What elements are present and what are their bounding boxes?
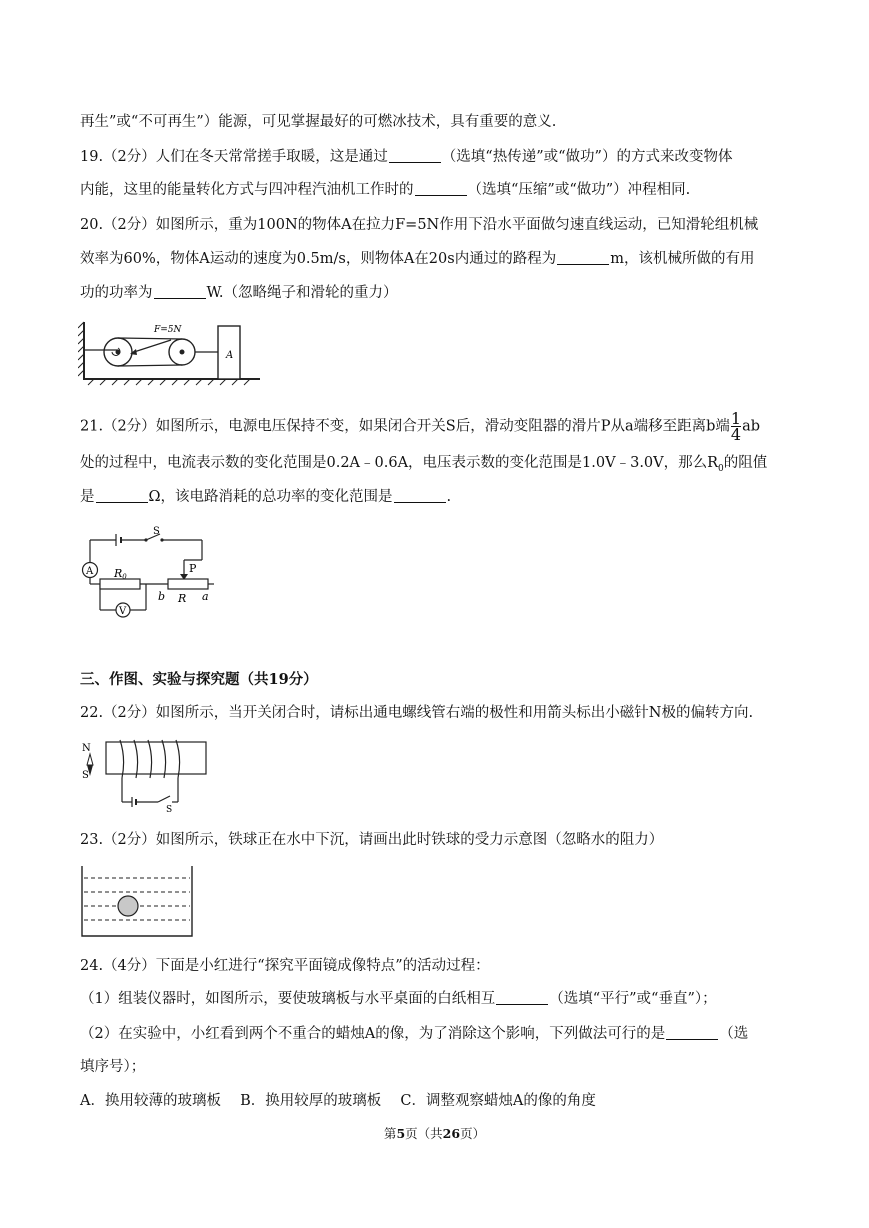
page-footer [0, 1124, 869, 1142]
q19-text-2a: 内能，这里的能量转化方式与四冲程汽油机工作时的 [80, 182, 414, 198]
q21-line3 [80, 486, 451, 508]
q21-text-2a: 处的过程中，电流表示数的变化范围是0.2A﹣0.6A，电压表示数的变化范围是1.0V﹣3.0V，那么R [80, 455, 719, 471]
block-a-label: A [226, 350, 234, 361]
force-label: F=5N [154, 325, 182, 335]
q20-line1: 20.（2分）如图所示，重为100N的物体A在拉力F=5N作用下沿水平面做匀速直线运动，已知滑轮组机械 [80, 217, 759, 233]
footer-middle: 页（共 [405, 1126, 443, 1141]
q19-line1 [80, 146, 732, 168]
ammeter-label: A [86, 566, 94, 577]
fraction-numerator: 1 [730, 409, 742, 428]
q20-text-3a: 功的功率为 [80, 285, 153, 301]
q21-text-1b: ab [742, 418, 761, 435]
right-pulley-axle [180, 350, 185, 355]
q20-line2 [80, 248, 754, 270]
terminal-b-label: b [158, 590, 166, 603]
q20-blank-1[interactable] [557, 249, 609, 265]
q19-text-2b: （选填“压缩”或“做功”）冲程相同. [467, 182, 691, 198]
q22-text: 22.（2分）如图所示，当开关闭合时，请标出通电螺线管右端的极性和用箭头标出小磁针N极的偏转方向. [80, 705, 754, 721]
q24-line2 [80, 988, 717, 1010]
q24-text-3b: （选 [719, 1026, 749, 1042]
solenoid-core [106, 742, 206, 774]
terminal-a-label: a [202, 590, 209, 603]
water-lines [84, 878, 190, 920]
resistor-r0 [100, 579, 140, 589]
q20-line3 [80, 282, 397, 304]
q18-tail: 再生”或“不可再生”）能源，可见掌握最好的可燃冰技术，具有重要的意义. [80, 114, 557, 130]
rheostat-label: R [178, 592, 187, 605]
fraction-denominator: 4 [730, 425, 742, 444]
q19-blank-1[interactable] [389, 147, 441, 163]
fraction-one-quarter [731, 411, 741, 442]
q21-line1 [80, 411, 760, 442]
q24-options: A．换用较薄的玻璃板 B．换用较厚的玻璃板 C．调整观察蜡烛A的像的角度 [80, 1093, 596, 1109]
slider-label: P [189, 562, 197, 575]
compass-n-label: N [82, 743, 91, 754]
footer-page-number: 5 [396, 1126, 406, 1141]
r0-label: R0 [114, 567, 127, 581]
switch-label: S [153, 526, 160, 537]
compass-s-label: S [82, 770, 89, 781]
switch-label: S [166, 805, 173, 814]
q20-text-2b: m，该机械所做的有用 [610, 251, 755, 267]
q19-text-1b: （选填“热传递”或“做功”）的方式来改变物体 [441, 149, 733, 165]
q24-text-2a: （1）组装仪器时，如图所示，要使玻璃板与水平桌面的白纸相互 [80, 991, 496, 1007]
section-3-heading: 三、作图、实验与探究题（共19分） [80, 671, 318, 688]
iron-ball [118, 896, 138, 916]
q22-solenoid-figure [80, 738, 210, 814]
q21-line2 [80, 452, 767, 480]
q21-blank-2[interactable] [394, 487, 446, 503]
rope-top [118, 338, 182, 339]
q20-blank-2[interactable] [154, 283, 206, 299]
q24-line3 [80, 1023, 748, 1045]
q21-circuit-figure [78, 524, 218, 624]
switch-blade [158, 796, 170, 802]
q20-text-3b: W.（忽略绳子和滑轮的重力） [206, 285, 398, 301]
q24-blank-1[interactable] [496, 989, 548, 1005]
q23-text: 23.（2分）如图所示，铁球正在水中下沉，请画出此时铁球的受力示意图（忽略水的阻力） [80, 832, 664, 848]
footer-prefix: 第 [383, 1126, 397, 1141]
q20-pulley-figure [78, 318, 263, 386]
q23-water-figure [80, 864, 196, 940]
q24-text-2b: （选填“平行”或“垂直”）； [549, 991, 717, 1007]
q21-text-3a: 是 [80, 489, 95, 505]
q21-text-3b: Ω，该电路消耗的总功率的变化范围是 [148, 489, 393, 505]
footer-suffix: 页） [460, 1126, 486, 1141]
voltmeter-label: V [119, 606, 127, 617]
q19-line2 [80, 179, 690, 201]
q24-text-3a: （2）在实验中，小红看到两个不重合的蜡烛A的像，为了消除这个影响，下列做法可行的是 [80, 1026, 666, 1042]
pull-rope [134, 340, 171, 352]
q21-text-2b: 的阻值 [723, 455, 768, 471]
footer-total-pages: 26 [442, 1126, 461, 1141]
rope-bottom [118, 365, 182, 366]
q24-line4: 填序号）； [80, 1059, 146, 1075]
q21-blank-1[interactable] [96, 487, 148, 503]
q19-text-1a: 19.（2分）人们在冬天常常搓手取暖，这是通过 [80, 149, 388, 165]
force-arrow [130, 349, 137, 355]
compass-needle-north [87, 754, 93, 765]
q21-text-1a: 21.（2分）如图所示，电源电压保持不变，如果闭合开关S后，滑动变阻器的滑片P从a端移至距离b端 [80, 418, 730, 435]
rheostat-r [168, 579, 208, 589]
q21-text-3c: . [446, 489, 452, 505]
q20-text-2a: 效率为60%，物体A运动的速度为0.5m/s，则物体A在20s内通过的路程为 [80, 251, 557, 267]
q19-blank-2[interactable] [415, 180, 467, 196]
q24-line1: 24.（4分）下面是小红进行“探究平面镜成像特点”的活动过程： [80, 958, 490, 974]
q24-blank-2[interactable] [666, 1024, 718, 1040]
r0-subscript: 0 [718, 463, 724, 474]
